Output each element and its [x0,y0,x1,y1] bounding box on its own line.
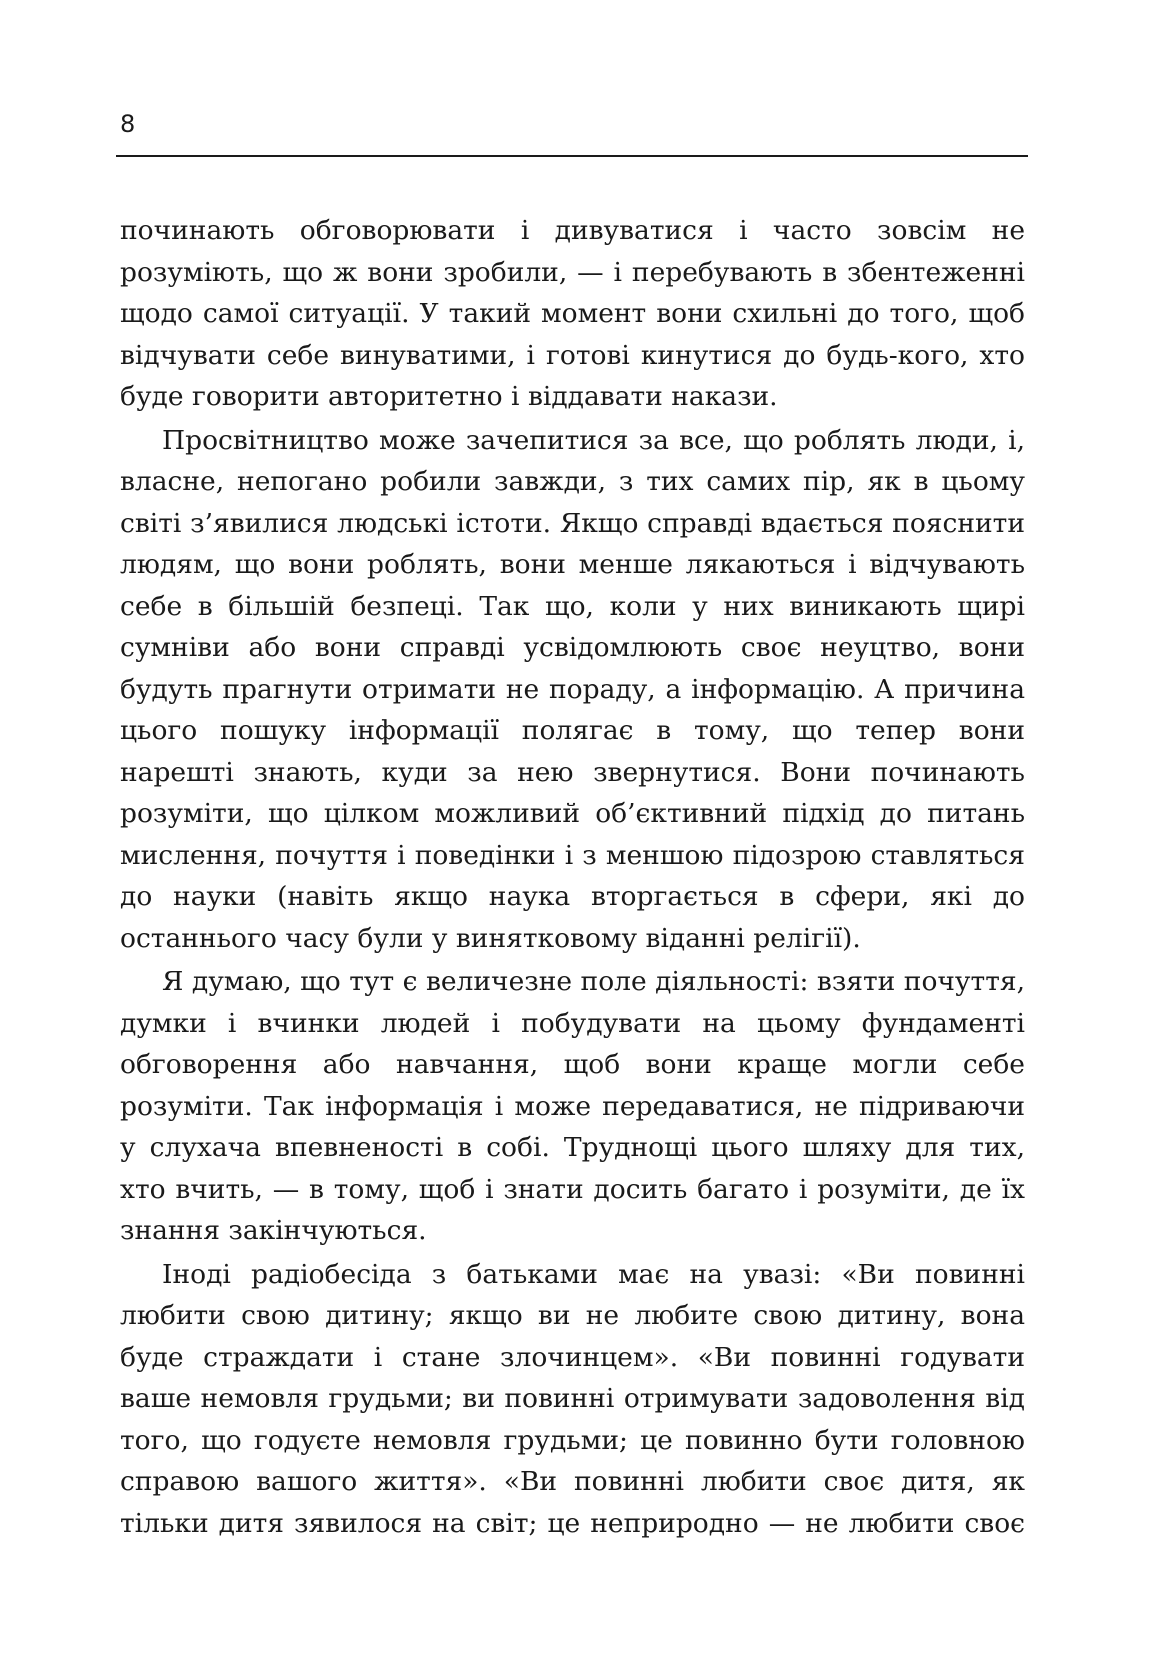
body-text [120,210,1025,1546]
page-number: 8 [120,110,136,138]
header-rule [116,155,1028,157]
paragraph: Я думаю, що тут є величезне поле діяльності: взяти почуття, думки і вчинки людей і побудувати на цьому фундаменті обговорення або навчання, щоб вони краще могли себе розуміти. Так інформація і може передаватися, не підриваючи у слухача впевненості в собі. Труднощі цього шляху для тих, хто вчить, — в тому, щоб і знати досить багато і розуміти, де їх знання закінчуються. [120,966,1025,1246]
paragraph: Просвітництво може зачепитися за все, що роблять люди, і, власне, непогано робили завжди, з тих самих пір, як в цьому світі з’явилися людські істоти. Якщо справді вдається пояснити людям, що вони роблять, вони менше лякаються і відчувають себе в більшій безпеці. Так що, коли у них виникають щирі сумніви або вони справді усвідомлюють своє неуцтво, вони будуть прагнути отримати не пораду, а інформацію. А причина цього пошуку інформації полягає в тому, що тепер вони нарешті знають, куди за нею звернутися. Вони починають розуміти, що цілком можливий об’єктивний підхід до питань мислення, почуття і поведінки і з меншою підозрою ставляться до науки (навіть якщо наука вторгається в сфери, які до останнього часу були у винятковому віданні релігії). [120,424,1025,954]
paragraph: починають обговорювати і дивуватися і часто зовсім не розуміють, що ж вони зробили, — і перебувають в збентеженні щодо самої ситуації. У такий момент вони схильні до того, щоб відчувати себе винуватими, і готові кинутися до будь-кого, хто буде говорити авторитетно і віддавати накази. [120,215,1025,412]
paragraph: Іноді радіобесіда з батьками має на увазі: «Ви повинні любити свою дитину; якщо ви не любите свою дитину, вона буде страждати і стане злочинцем». «Ви повинні годувати ваше немовля грудьми; ви повинні отримувати задоволення від того, що годуєте немовля грудьми; це повинно бути головною справою вашого життя». «Ви повинні любити своє дитя, як тільки дитя зявилося на світ; це неприродно — не любити своє [120,1258,1025,1539]
